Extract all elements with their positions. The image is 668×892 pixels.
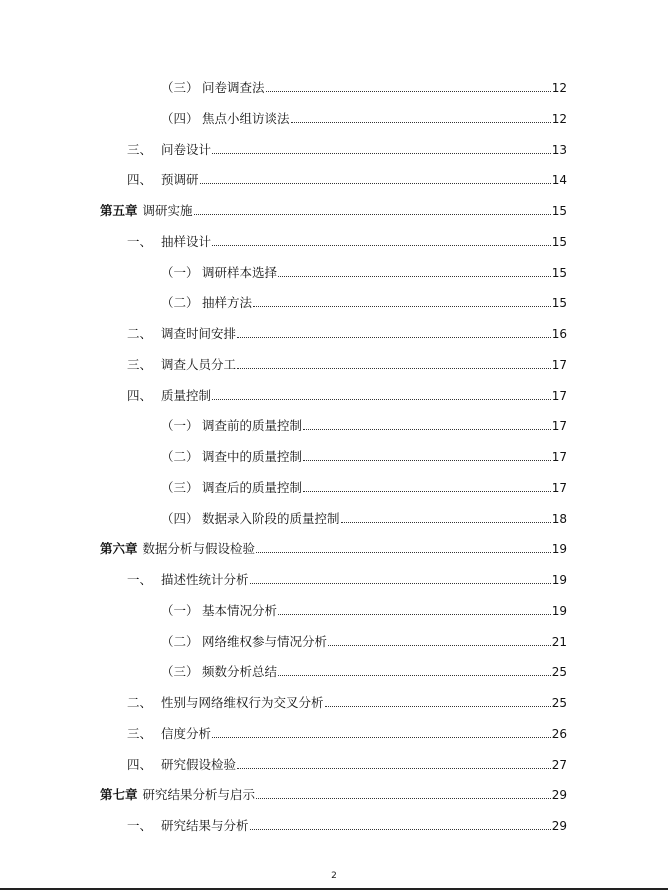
- toc-entry[interactable]: [161, 107, 567, 127]
- toc-entry-page: 19: [551, 573, 567, 587]
- toc-entry[interactable]: [100, 783, 567, 803]
- toc-entry[interactable]: [161, 414, 567, 434]
- toc-entry-number: （二）: [161, 449, 199, 464]
- toc-entry-title: 调查前的质量控制: [202, 418, 303, 434]
- toc-entry[interactable]: [161, 630, 567, 650]
- page-bottom-border: [0, 888, 668, 890]
- toc-entry-title: 研究结果与分析: [161, 818, 249, 833]
- toc-entry-number: （三）: [161, 80, 199, 95]
- toc-entry-number: 第七章: [100, 787, 138, 803]
- toc-entry-page: 17: [551, 357, 567, 372]
- toc-entry[interactable]: [127, 384, 567, 404]
- toc-dot-leader: [278, 275, 551, 277]
- toc-entry-page: 26: [551, 726, 567, 741]
- toc-entry-page: 17: [551, 419, 567, 434]
- toc-entry[interactable]: [127, 322, 567, 342]
- toc-entry[interactable]: [161, 660, 567, 680]
- toc-entry-number: （一）: [161, 602, 199, 618]
- toc-entry-page: 27: [551, 757, 567, 772]
- toc-dot-leader: [325, 705, 551, 707]
- toc-entry-title: 频数分析总结: [202, 664, 278, 680]
- toc-entry-number: （四）: [161, 110, 199, 126]
- toc-dot-leader: [212, 398, 551, 400]
- toc-dot-leader: [200, 182, 551, 184]
- toc-dot-leader: [291, 121, 551, 123]
- toc-entry-page: 15: [551, 234, 567, 249]
- toc-dot-leader: [256, 551, 551, 553]
- toc-entry-number: （一）: [161, 418, 199, 434]
- toc-entry-page: 16: [551, 327, 567, 341]
- page-number: 2: [331, 871, 337, 881]
- toc-entry-page: 29: [551, 819, 567, 833]
- toc-entry-number: 四、: [127, 172, 153, 188]
- toc-entry-number: （三）: [161, 664, 199, 680]
- toc-entry-title: 调研实施: [142, 203, 193, 218]
- toc-entry-page: 17: [551, 388, 567, 403]
- toc-entry-title: 研究结果分析与启示: [142, 787, 256, 803]
- toc-entry[interactable]: [100, 199, 567, 219]
- toc-entry-page: 19: [551, 603, 567, 618]
- toc-entry-title: 调查时间安排: [161, 326, 237, 341]
- toc-entry-number: （二）: [161, 295, 199, 311]
- toc-dot-leader: [212, 152, 551, 154]
- toc-entry[interactable]: [161, 261, 567, 281]
- toc-entry-title: 调查后的质量控制: [202, 479, 303, 495]
- toc-entry-number: 二、: [127, 326, 153, 341]
- toc-entry-title: 数据分析与假设检验: [142, 541, 256, 557]
- toc-dot-leader: [303, 428, 551, 430]
- toc-entry-title: 描述性统计分析: [161, 572, 249, 587]
- toc-entry-page: 25: [551, 696, 567, 710]
- toc-entry-title: 预调研: [161, 172, 199, 188]
- toc-entry-page: 25: [551, 665, 567, 680]
- toc-entry-page: 19: [551, 542, 567, 557]
- toc-entry-title: 调查中的质量控制: [202, 449, 303, 464]
- toc-entry[interactable]: [127, 691, 567, 711]
- toc-entry-title: 基本情况分析: [202, 602, 278, 618]
- toc-entry-number: （三）: [161, 479, 199, 495]
- toc-entry-page: 15: [551, 265, 567, 280]
- toc-entry-number: 第五章: [100, 203, 138, 218]
- toc-entry-page: 17: [551, 480, 567, 495]
- toc-entry[interactable]: [127, 353, 567, 373]
- toc-entry-title: 问卷设计: [161, 141, 212, 157]
- toc-entry-number: 一、: [127, 233, 153, 249]
- toc-entry-page: 29: [551, 788, 567, 803]
- toc-entry-title: 调研样本选择: [202, 264, 278, 280]
- toc-entry-page: 12: [551, 81, 567, 95]
- toc-dot-leader: [250, 582, 551, 584]
- toc-entry-number: 四、: [127, 756, 153, 772]
- toc-entry-number: （四）: [161, 510, 199, 526]
- toc-dot-leader: [212, 244, 551, 246]
- toc-entry-number: 一、: [127, 572, 153, 587]
- toc-entry[interactable]: [161, 599, 567, 619]
- toc-dot-leader: [237, 367, 551, 369]
- toc-entry-title: 抽样设计: [161, 233, 212, 249]
- toc-entry-number: （一）: [161, 264, 199, 280]
- toc-entry-number: 第六章: [100, 541, 138, 557]
- toc-entry[interactable]: [127, 138, 567, 158]
- toc-entry[interactable]: [161, 445, 567, 465]
- toc-entry-number: 二、: [127, 695, 153, 710]
- toc-entry[interactable]: [127, 753, 567, 773]
- toc-dot-leader: [256, 797, 551, 799]
- toc-dot-leader: [303, 459, 551, 461]
- toc-entry-number: 三、: [127, 141, 153, 157]
- toc-dot-leader: [237, 336, 551, 338]
- toc-dot-leader: [341, 521, 551, 523]
- toc-entry[interactable]: [161, 476, 567, 496]
- toc-entry[interactable]: [127, 814, 567, 834]
- toc-entry-page: 12: [551, 111, 567, 126]
- toc-entry-page: 17: [551, 450, 567, 464]
- toc-dot-leader: [303, 490, 551, 492]
- toc-entry[interactable]: [100, 537, 567, 557]
- toc-entry-title: 研究假设检验: [161, 756, 237, 772]
- toc-entry-number: 四、: [127, 387, 153, 403]
- toc-entry-title: 信度分析: [161, 725, 212, 741]
- toc-dot-leader: [266, 90, 551, 92]
- toc-entry-page: 13: [551, 142, 567, 157]
- toc-entry-number: 三、: [127, 725, 153, 741]
- toc-entry[interactable]: [127, 168, 567, 188]
- toc-entry[interactable]: [127, 230, 567, 250]
- toc-entry-title: 数据录入阶段的质量控制: [202, 510, 340, 526]
- toc-entry-title: 网络维权参与情况分析: [202, 633, 328, 649]
- toc-entry[interactable]: [127, 568, 567, 588]
- toc-entry-number: （二）: [161, 633, 199, 649]
- toc-entry-page: 14: [551, 173, 567, 188]
- toc-dot-leader: [278, 613, 551, 615]
- toc-entry-title: 性别与网络维权行为交叉分析: [161, 695, 324, 710]
- toc-entry[interactable]: [161, 507, 567, 527]
- toc-entry-title: 抽样方法: [202, 295, 253, 311]
- toc-dot-leader: [250, 828, 551, 830]
- toc-entry-page: 15: [551, 204, 567, 218]
- toc-entry-title: 质量控制: [161, 387, 212, 403]
- toc-entry[interactable]: [161, 76, 567, 96]
- toc-dot-leader: [253, 305, 551, 307]
- toc-entry-page: 15: [551, 296, 567, 311]
- toc-dot-leader: [278, 674, 551, 676]
- toc-entry-number: 三、: [127, 356, 153, 372]
- toc-dot-leader: [194, 213, 551, 215]
- toc-dot-leader: [212, 736, 551, 738]
- toc-entry-title: 调查人员分工: [161, 356, 237, 372]
- toc-entry[interactable]: [127, 722, 567, 742]
- toc-entry-page: 18: [551, 511, 567, 526]
- toc-dot-leader: [328, 644, 551, 646]
- toc-entry[interactable]: [161, 291, 567, 311]
- toc-entry-title: 焦点小组访谈法: [202, 110, 290, 126]
- toc-entry-number: 一、: [127, 818, 153, 833]
- toc-entry-page: 21: [551, 634, 567, 649]
- toc-dot-leader: [237, 767, 551, 769]
- toc-entry-title: 问卷调查法: [202, 80, 265, 95]
